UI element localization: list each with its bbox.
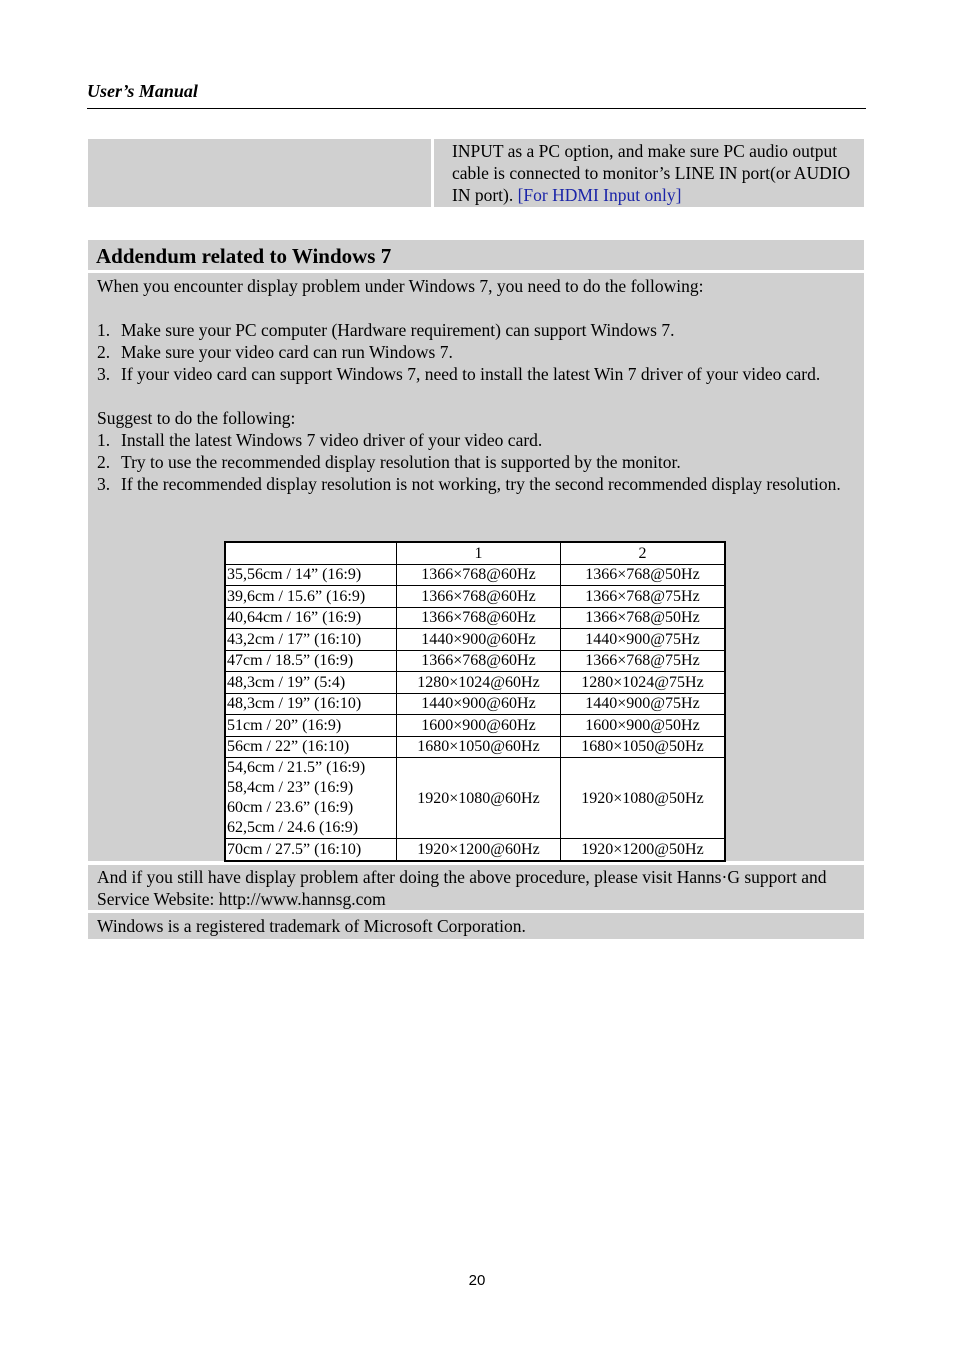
list-item: [97, 473, 856, 495]
res1-cell: 1366×768@60Hz: [397, 586, 561, 608]
res2-cell: 1366×768@50Hz: [561, 564, 726, 586]
size-line: 58,4cm / 23” (16:9): [227, 779, 354, 796]
top-note-text: INPUT as a PC option, and make sure PC audio output cable is connected to monitor’s LINE IN port(or AUDIO IN port).: [452, 141, 851, 205]
header-cell: 2: [561, 542, 726, 564]
list-number: 1.: [97, 430, 111, 450]
list-text: Make sure your video card can run Windows 7.: [121, 342, 453, 362]
list-text: Try to use the recommended display resolution that is supported by the monitor.: [121, 452, 681, 472]
list-item: [97, 429, 856, 451]
res2-cell: 1366×768@75Hz: [561, 586, 726, 608]
table-row: [225, 586, 725, 608]
resolution-table: [224, 541, 726, 862]
size-cell: 39,6cm / 15.6” (16:9): [225, 586, 397, 608]
table-row: [225, 715, 725, 737]
table-row: [225, 629, 725, 651]
list-item: [97, 319, 856, 341]
table-row-multi: [225, 758, 725, 839]
size-cell: 43,2cm / 17” (16:10): [225, 629, 397, 651]
table-row: [225, 564, 725, 586]
section-title: Addendum related to Windows 7: [88, 240, 864, 270]
size-cell: 35,56cm / 14” (16:9): [225, 564, 397, 586]
size-line: 60cm / 23.6” (16:9): [227, 799, 354, 816]
res2-cell: 1366×768@50Hz: [561, 607, 726, 629]
header-rule: [87, 108, 866, 109]
header-cell: 1: [397, 542, 561, 564]
list-text: If your video card can support Windows 7, need to install the latest Win 7 driver of your video card.: [121, 364, 821, 384]
size-line: 54,6cm / 21.5” (16:9): [227, 759, 366, 776]
res2-cell: 1366×768@75Hz: [561, 650, 726, 672]
res2-cell: 1280×1024@75Hz: [561, 672, 726, 694]
top-note-highlight: [For HDMI Input only]: [517, 185, 682, 205]
table-row: [225, 839, 725, 861]
res2-cell: 1920×1200@50Hz: [561, 839, 726, 861]
res1-cell: 1440×900@60Hz: [397, 629, 561, 651]
res1-cell: 1920×1200@60Hz: [397, 839, 561, 861]
list-text: Make sure your PC computer (Hardware requirement) can support Windows 7.: [121, 320, 675, 340]
size-cell: 48,3cm / 19” (16:10): [225, 693, 397, 715]
size-cell: 70cm / 27.5” (16:10): [225, 839, 397, 861]
table-row: [225, 607, 725, 629]
list-number: 3.: [97, 364, 111, 384]
list-text: If the recommended display resolution is not working, try the second recommended display resolution.: [121, 474, 841, 494]
trademark-note: Windows is a registered trademark of Microsoft Corporation.: [88, 913, 864, 939]
steps-list: [97, 319, 856, 385]
table-row: [225, 650, 725, 672]
res2-cell: 1680×1050@50Hz: [561, 736, 726, 758]
page-number: 20: [468, 1272, 486, 1289]
list-item: [97, 451, 856, 473]
list-number: 2.: [97, 452, 111, 472]
res1-cell: 1680×1050@60Hz: [397, 736, 561, 758]
res2-cell: 1440×900@75Hz: [561, 629, 726, 651]
header-cell: [225, 542, 397, 564]
list-item: [97, 363, 856, 385]
list-item: [97, 341, 856, 363]
size-cell: 40,64cm / 16” (16:9): [225, 607, 397, 629]
header-title: User’s Manual: [87, 81, 198, 101]
size-cell-multi: [225, 758, 397, 839]
res1-cell: 1366×768@60Hz: [397, 650, 561, 672]
table-row: [225, 736, 725, 758]
table-header-row: [225, 542, 725, 564]
suggestions-list: [97, 429, 856, 495]
list-text: Install the latest Windows 7 video driver of your video card.: [121, 430, 543, 450]
table-row: [225, 693, 725, 715]
res1-cell: 1920×1080@60Hz: [397, 758, 561, 839]
suggest-intro: Suggest to do the following:: [97, 408, 296, 428]
res2-cell: 1600×900@50Hz: [561, 715, 726, 737]
res2-cell: 1440×900@75Hz: [561, 693, 726, 715]
list-number: 1.: [97, 320, 111, 340]
res1-cell: 1440×900@60Hz: [397, 693, 561, 715]
list-number: 2.: [97, 342, 111, 362]
res1-cell: 1366×768@60Hz: [397, 607, 561, 629]
top-note-cell: [434, 139, 864, 207]
res1-cell: 1280×1024@60Hz: [397, 672, 561, 694]
size-cell: 48,3cm / 19” (5:4): [225, 672, 397, 694]
res1-cell: 1366×768@60Hz: [397, 564, 561, 586]
size-line: 62,5cm / 24.6 (16:9): [227, 819, 359, 836]
size-cell: 56cm / 22” (16:10): [225, 736, 397, 758]
list-number: 3.: [97, 474, 111, 494]
res2-cell: 1920×1080@50Hz: [561, 758, 726, 839]
section-intro: When you encounter display problem under Windows 7, you need to do the following:: [97, 276, 704, 296]
size-cell: 51cm / 20” (16:9): [225, 715, 397, 737]
outro-text: And if you still have display problem after doing the above procedure, please visit Hanns·G support and Service Website: http://www.hannsg.com: [88, 865, 864, 910]
table-row: [225, 672, 725, 694]
top-note-empty-cell: [88, 139, 431, 207]
res1-cell: 1600×900@60Hz: [397, 715, 561, 737]
size-cell: 47cm / 18.5” (16:9): [225, 650, 397, 672]
